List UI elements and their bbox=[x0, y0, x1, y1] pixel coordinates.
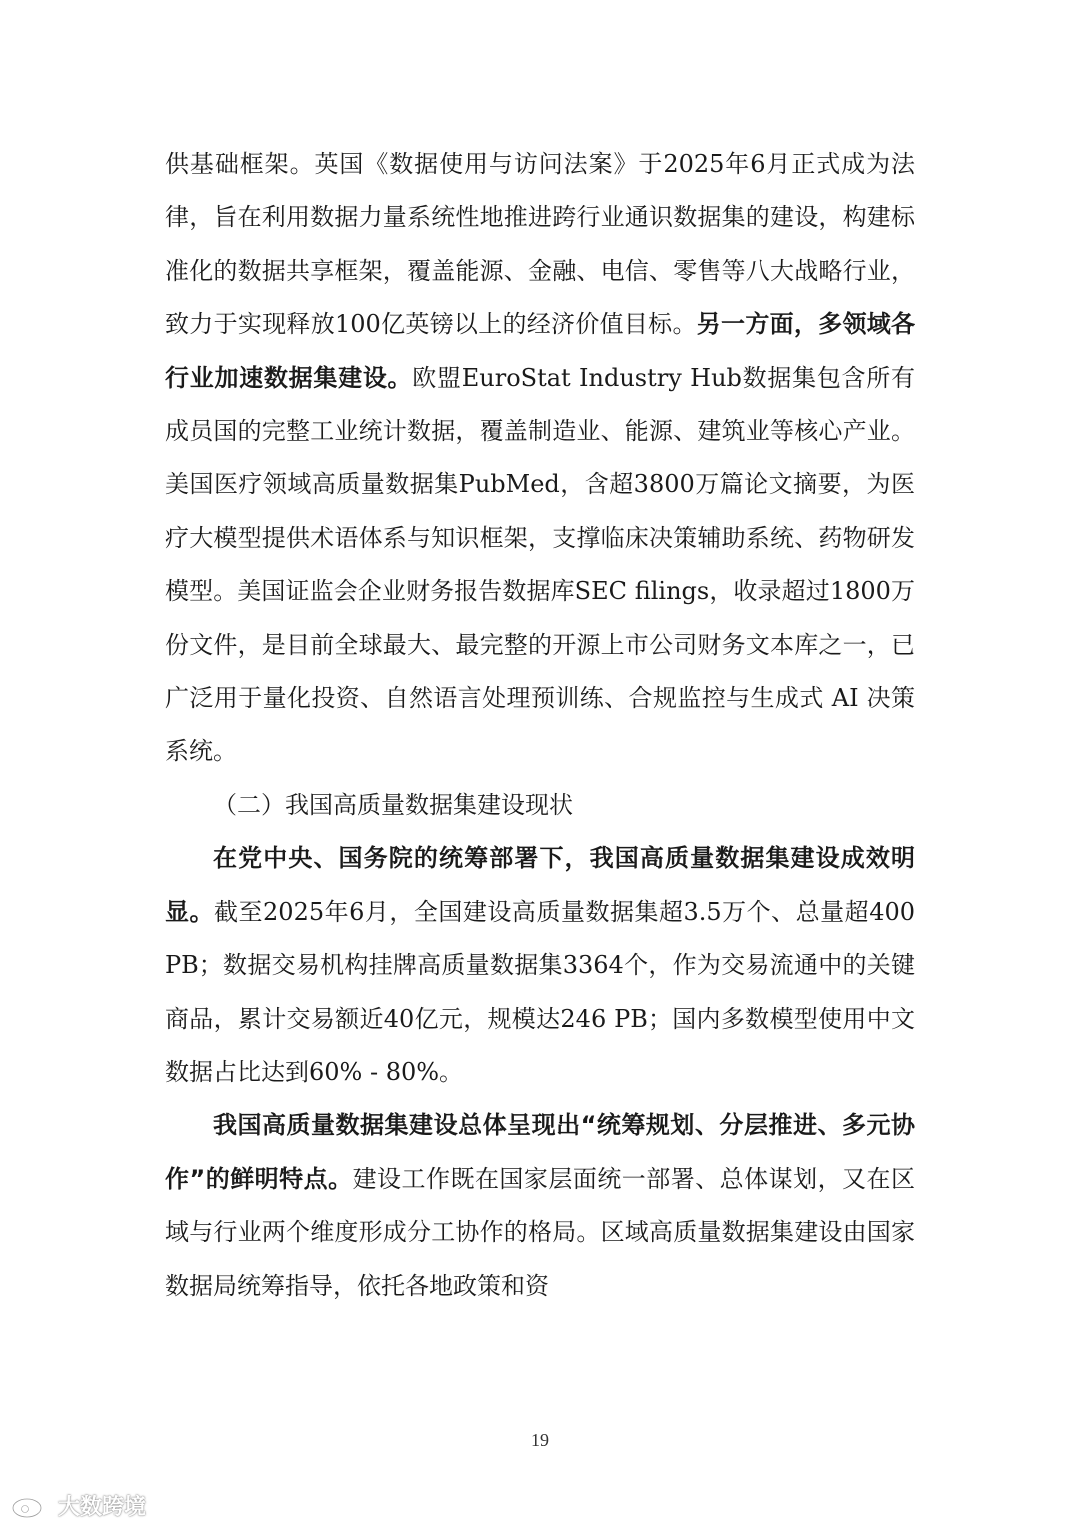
weibo-logo-icon bbox=[10, 1490, 54, 1520]
paragraph-1 bbox=[165, 138, 915, 779]
heading-text: （二）我国高质量数据集建设现状 bbox=[213, 790, 573, 819]
paragraph-3 bbox=[165, 1099, 915, 1313]
bold-text-run: 在党中央、国务院的统筹部署下，我国高质量数据集建设成效明显。 bbox=[165, 844, 915, 926]
watermark bbox=[10, 1488, 146, 1522]
document-body bbox=[165, 138, 915, 1313]
paragraph-2 bbox=[165, 832, 915, 1099]
bold-text-run: 另一方面，多领域各行业加速数据集建设。 bbox=[165, 310, 916, 392]
text-run: 建设工作既在国家层面统一部署、总体谋划，又在区域与行业两个维度形成分工协作的格局。区域高质量数据集建设由国家数据局统筹指导，依托各地政策和资 bbox=[165, 1164, 916, 1300]
watermark-text: 大数跨境 bbox=[58, 1494, 147, 1520]
text-run: 欧盟EuroStat Industry Hub数据集包含所有成员国的完整工业统计数据，覆盖制造业、能源、建筑业等核心产业。美国医疗领域高质量数据集PubMed，含超3800万篇论文摘要，为医疗大模型提供术语体系与知识框架，支撑临床决策辅助系统、药物研发模型。美国证监会企业财务报告数据库SEC filings，收录超过1800万份文件，是目前全球最大、最完整的开源上市公司财务文本库之一，已广泛用于量化投资、自然语言处理预训练、合规监控与生成式 AI 决策系统。 bbox=[165, 363, 916, 766]
section-heading bbox=[165, 779, 915, 832]
text-run: 截至2025年6月，全国建设高质量数据集超3.5万个、总量超400 PB；数据交易机构挂牌高质量数据集3364个，作为交易流通中的关键商品，累计交易额近40亿元，规模达246 PB；国内多数模型使用中文数据占比达到60% - 80%。 bbox=[165, 897, 915, 1086]
text-run: 供基础框架。英国《数据使用与访问法案》于2025年6月正式成为法律，旨在利用数据力量系统性地推进跨行业通识数据集的建设，构建标准化的数据共享框架，覆盖能源、金融、电信、零售等八大战略行业，致力于实现释放100亿英镑以上的经济价值目标。 bbox=[165, 150, 915, 339]
bold-text-run: 我国高质量数据集建设总体呈现出“统筹规划、分层推进、多元协作”的鲜明特点。 bbox=[165, 1111, 915, 1193]
page-number: 19 bbox=[531, 1430, 549, 1450]
